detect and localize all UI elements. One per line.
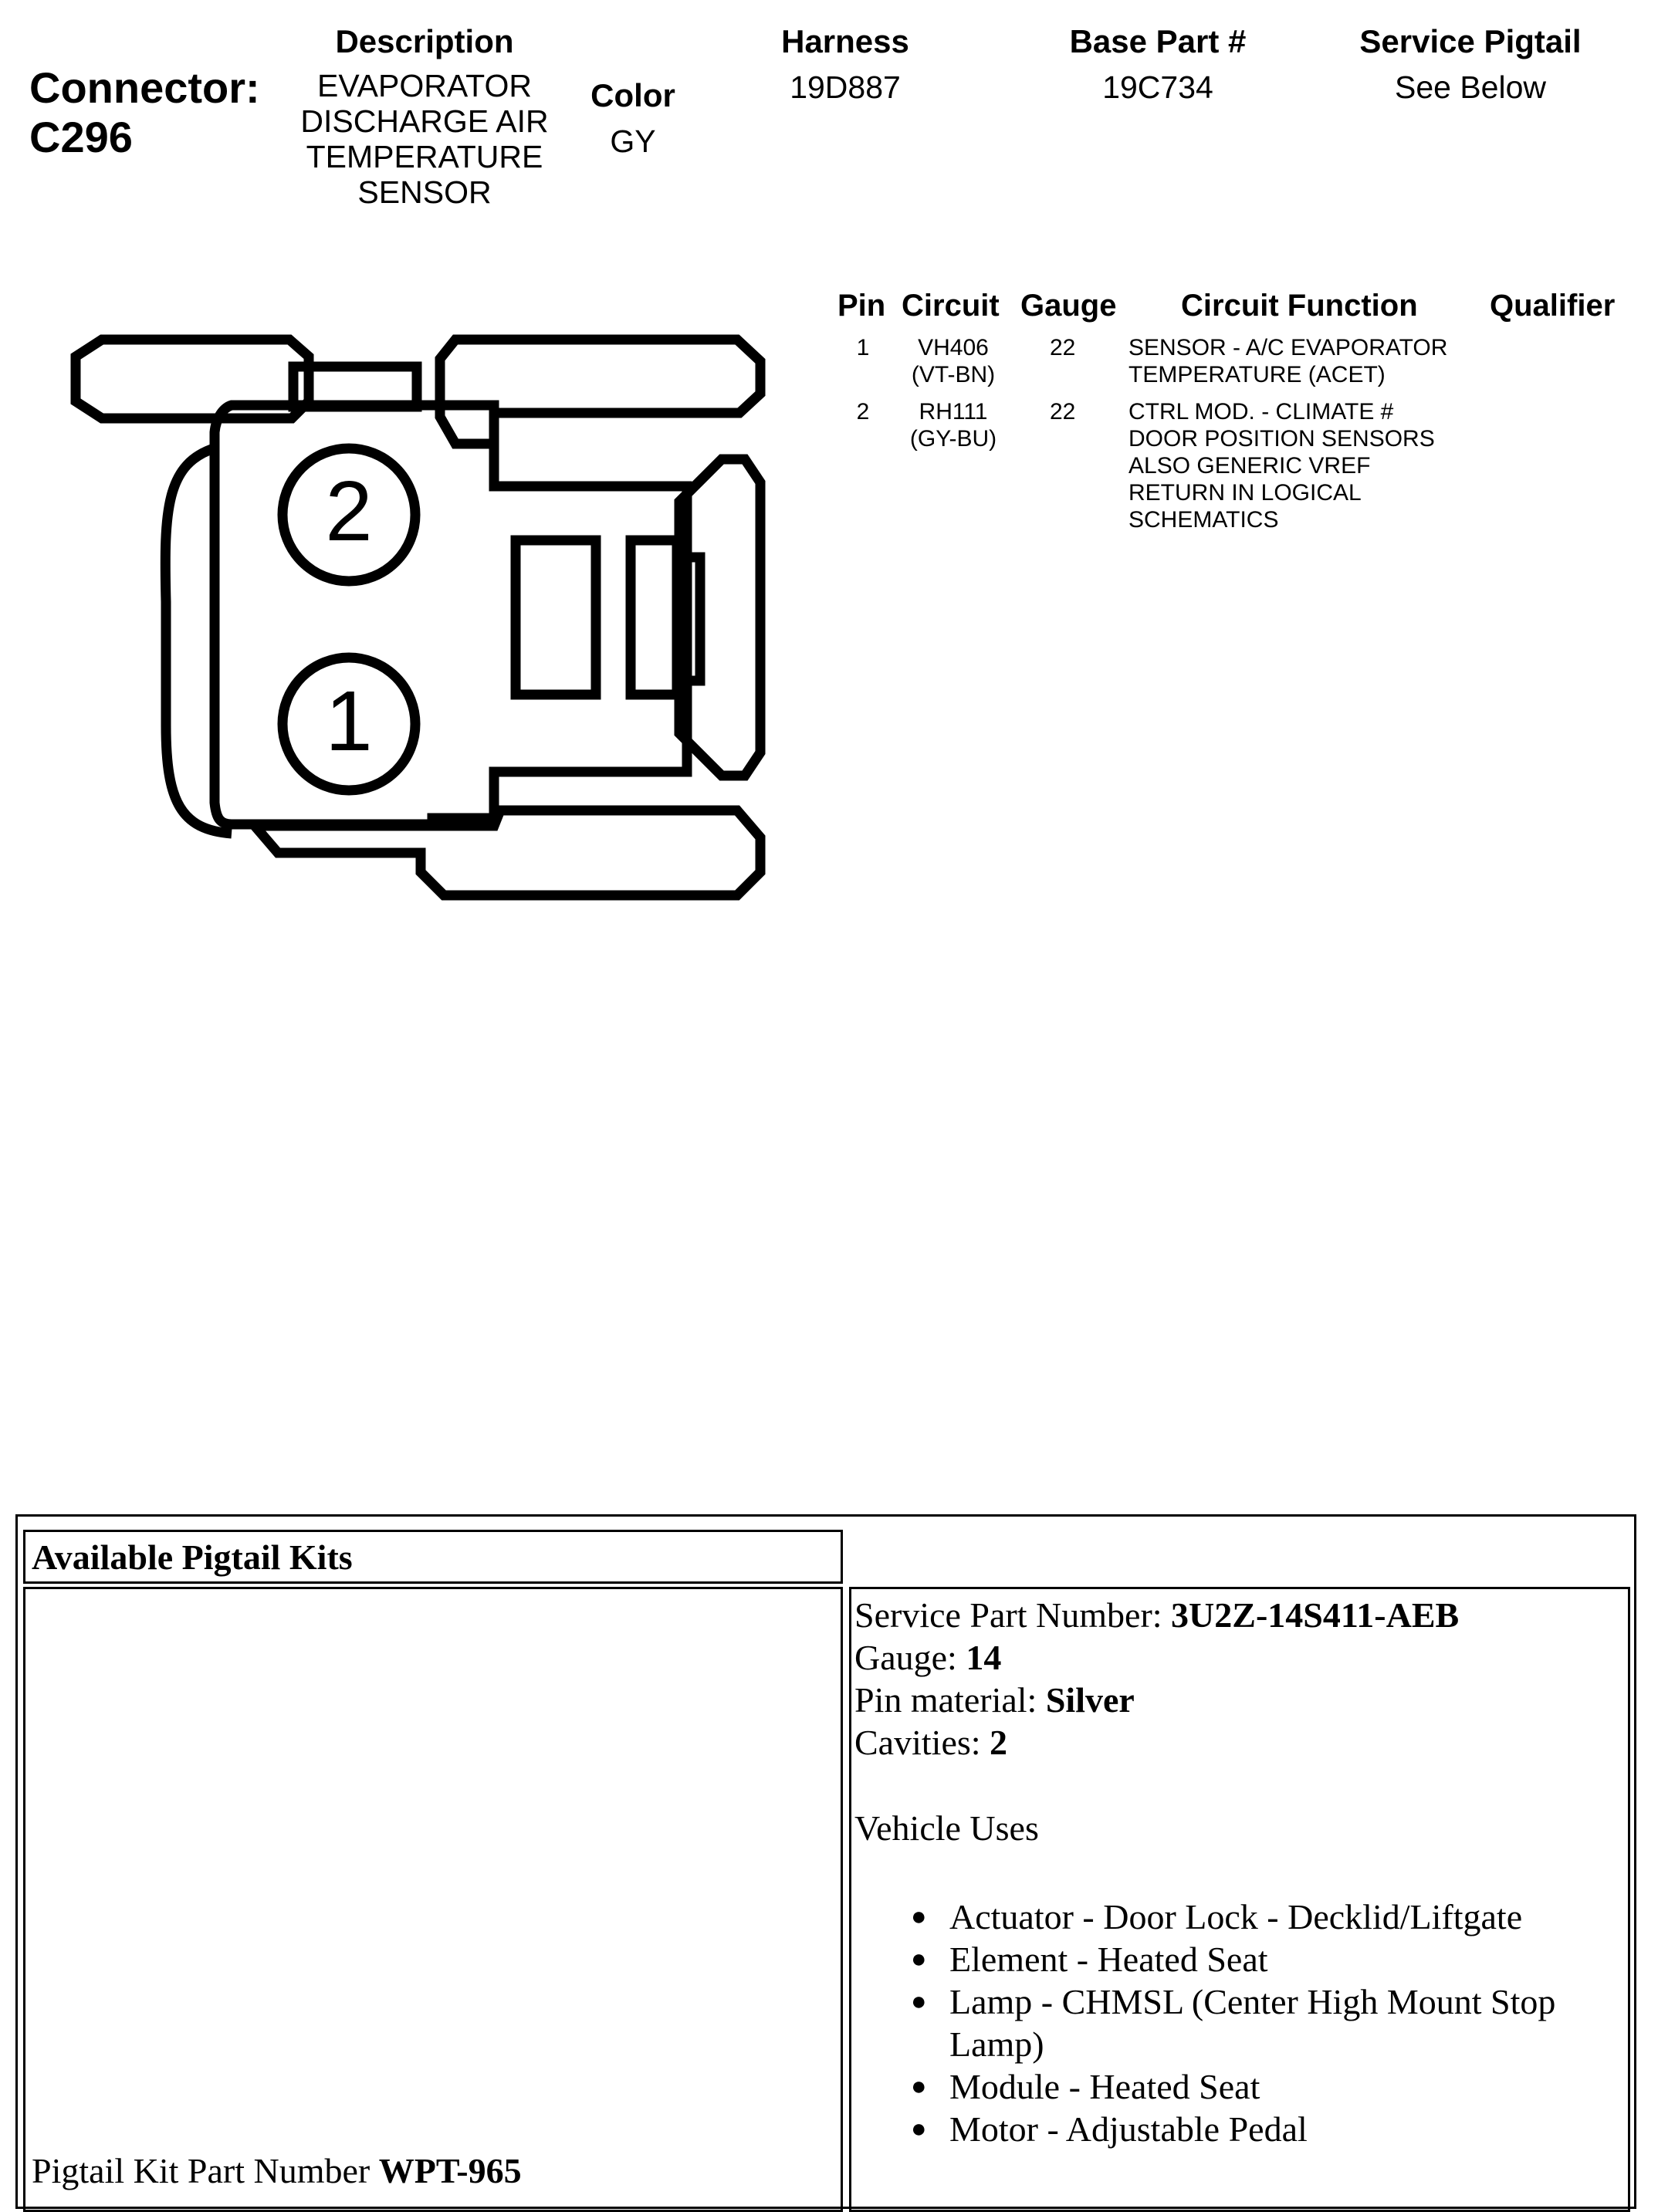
pin-column-header: Pin <box>837 289 886 323</box>
cavities-value: 2 <box>990 1723 1008 1762</box>
pin-material-label: Pin material: <box>854 1680 1037 1720</box>
latch-top-right <box>440 340 760 444</box>
key-slot-outer <box>631 540 677 695</box>
description-line: EVAPORATOR <box>317 68 532 103</box>
function-line: DOOR POSITION SENSORS <box>1128 426 1435 452</box>
pigtail-detail-cell <box>849 1587 1630 2212</box>
function-cell <box>1128 398 1435 533</box>
function-line: CTRL MOD. - CLIMATE # <box>1128 399 1394 424</box>
list-item: ● Element - Heated Seat <box>911 1940 1268 1979</box>
left-skirt <box>165 448 232 834</box>
description-line: SENSOR <box>357 174 492 210</box>
pigtail-title-cell <box>23 1530 843 1584</box>
gauge-cell: 22 <box>1050 399 1076 424</box>
pigtail-kit-cell <box>23 1587 843 2212</box>
cavities-label: Cavities: <box>854 1723 981 1762</box>
function-cell <box>1128 334 1447 388</box>
pigtail-gauge-value: 14 <box>966 1638 1002 1677</box>
service-part-value: 3U2Z-14S411-AEB <box>1171 1595 1460 1635</box>
base-part-value: 19C734 <box>1102 69 1213 105</box>
circuit-cell <box>892 398 1015 452</box>
pin-material <box>854 1679 1135 1721</box>
service-part-label: Service Part Number: <box>854 1595 1162 1635</box>
function-line: ALSO GENERIC VREF <box>1128 453 1371 479</box>
pigtail-kit-value: WPT-965 <box>378 2151 522 2190</box>
vehicle-uses-list <box>911 1896 1629 2150</box>
pin-number-1: 1 <box>325 674 373 769</box>
color-value: GY <box>610 123 656 159</box>
description-line: TEMPERATURE <box>306 139 543 174</box>
pigtail-kit-label: Pigtail Kit Part Number <box>32 2151 371 2190</box>
circuit-wire-color: (VT-BN) <box>911 362 996 387</box>
pigtail-kit-part-number <box>32 2149 522 2192</box>
list-item-continuation: Lamp) <box>949 2024 1044 2064</box>
circuit-column-header: Circuit <box>902 289 1000 323</box>
key-slot-inner <box>516 540 596 695</box>
circuit-id: RH111 <box>919 399 988 424</box>
cavities <box>854 1721 1007 1764</box>
circuit-cell <box>892 334 1015 388</box>
latch-bottom <box>255 810 760 895</box>
function-line: TEMPERATURE (ACET) <box>1128 362 1386 387</box>
pin-cell: 2 <box>856 399 870 424</box>
connector-face-diagram <box>0 0 787 926</box>
function-line: RETURN IN LOGICAL <box>1128 480 1362 506</box>
pin-number-2: 2 <box>325 464 373 559</box>
description-header: Description <box>335 23 514 59</box>
function-line: SENSOR - A/C EVAPORATOR <box>1128 335 1448 360</box>
qualifier-column-header: Qualifier <box>1490 289 1616 323</box>
list-item: ● Module - Heated Seat <box>911 2067 1260 2106</box>
pigtail-gauge <box>854 1636 1001 1679</box>
harness-header: Harness <box>781 23 909 59</box>
function-line: SCHEMATICS <box>1128 507 1279 533</box>
service-pigtail-value: See Below <box>1394 69 1546 105</box>
gauge-cell: 22 <box>1050 335 1076 360</box>
base-part-header: Base Part # <box>1069 23 1247 59</box>
list-item: ● Actuator - Door Lock - Decklid/Liftgate <box>911 1897 1523 1936</box>
pigtail-section-title: Available Pigtail Kits <box>32 1537 353 1577</box>
service-part-number <box>854 1594 1459 1636</box>
connector-id: C296 <box>29 113 133 161</box>
list-item: ● Lamp - CHMSL (Center High Mount Stop <box>911 1982 1556 2021</box>
circuit-id: VH406 <box>918 335 989 360</box>
housing-body <box>215 405 687 824</box>
service-pigtail-header: Service Pigtail <box>1359 23 1582 59</box>
list-item: ● Motor - Adjustable Pedal <box>911 2109 1308 2149</box>
vehicle-uses-label: Vehicle Uses <box>854 1808 1039 1848</box>
description-line: DISCHARGE AIR <box>300 103 549 139</box>
function-column-header: Circuit Function <box>1181 289 1418 323</box>
connector-label: Connector: <box>29 63 260 112</box>
pigtail-gauge-label: Gauge: <box>854 1638 957 1677</box>
gauge-column-header: Gauge <box>1020 289 1117 323</box>
circuit-wire-color: (GY-BU) <box>909 426 997 452</box>
harness-value: 19D887 <box>790 69 901 105</box>
color-header: Color <box>590 77 675 113</box>
pin-material-value: Silver <box>1045 1680 1135 1720</box>
pin-cell: 1 <box>856 335 870 360</box>
